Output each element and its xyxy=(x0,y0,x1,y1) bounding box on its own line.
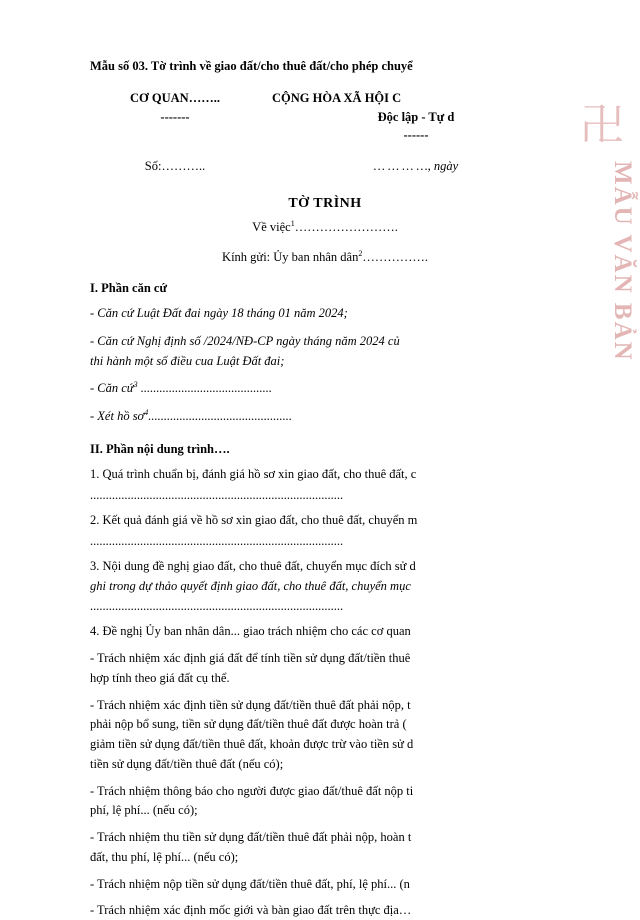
content-item-3-cont: ghi trong dự thảo quyết định giao đất, cho thuê đất, chuyển mục xyxy=(90,578,411,593)
duty-item-1: - Trách nhiệm xác định giá đất để tính tiền sử dụng đất/tiền thuê xyxy=(90,651,411,665)
duty-item-5: - Trách nhiệm nộp tiền sử dụng đất/tiền thuê đất, phí, lệ phí... (n xyxy=(90,876,410,891)
basis-item-1: - Căn cứ Luật Đất đai ngày 18 tháng 01 năm 2024; xyxy=(90,306,348,321)
duty-item-2-cont-3: tiền sử dụng đất/tiền thuê đất (nếu có); xyxy=(90,756,284,771)
recipient-footnote-marker: 2 xyxy=(358,249,363,259)
basis-4-dots: .............................................. xyxy=(148,409,292,424)
basis-4-label: - Xét hồ sơ xyxy=(90,409,145,424)
nation-block xyxy=(260,89,560,145)
form-header: Mẫu số 03. Tờ trình về giao đất/cho thuê đất/cho phép chuyể xyxy=(90,59,413,73)
letterhead xyxy=(90,89,560,145)
watermark-text: MẪU VĂN BẢN xyxy=(609,160,636,362)
motto-divider: ------ xyxy=(403,128,429,143)
content-item-2: 2. Kết quả đánh giá về hồ sơ xin giao đất, cho thuê đất, chuyển m xyxy=(90,513,418,527)
document-body xyxy=(90,58,560,920)
agency-block xyxy=(90,89,260,127)
subject-footnote-marker: 1 xyxy=(290,219,295,229)
recipient-prefix: Kính gửi: Ủy ban nhân dân xyxy=(222,250,359,265)
duty-item-2-cont-1: phải nộp bổ sung, tiền sử dụng đất/tiền thuê đất được hoàn trả ( xyxy=(90,717,407,732)
section-2-title: II. Phần nội dung trình…. xyxy=(90,442,230,457)
agency-name: CƠ QUAN…….. xyxy=(130,90,220,105)
document-title: TỜ TRÌNH xyxy=(288,196,362,212)
duty-item-3-cont: phí, lệ phí... (nếu có); xyxy=(90,803,198,818)
basis-item-4 xyxy=(90,407,560,426)
basis-3-dots: .......................................... xyxy=(137,381,272,396)
recipient-line xyxy=(90,249,560,265)
content-item-3: 3. Nội dung đề nghị giao đất, cho thuê đất, chuyển mục đích sử d xyxy=(90,558,416,573)
basis-3-label: - Căn cứ xyxy=(90,381,134,396)
basis-item-2-cont: thi hành một số điều cua Luật Đất đai; xyxy=(90,354,285,369)
duty-item-2-cont-2: giảm tiền sử dụng đất/tiền thuê đất, khoản được trừ vào tiền sử d xyxy=(90,737,414,751)
document-number: Số:……….. xyxy=(144,159,206,174)
basis-3-footnote-marker: 3 xyxy=(133,380,138,390)
duty-item-4-cont: đất, thu phí, lệ phí... (nếu có); xyxy=(90,849,239,864)
place-date: … … … …, ngày xyxy=(373,159,459,174)
duty-item-6: - Trách nhiệm xác định mốc giới và bàn giao đất trên thực địa… xyxy=(90,903,412,918)
recipient-dots: ……………. xyxy=(362,250,428,265)
basis-item-2: - Căn cứ Nghị định số /2024/NĐ-CP ngày tháng năm 2024 củ xyxy=(90,334,400,349)
content-item-2-dots: ................................................................................. xyxy=(90,533,344,548)
content-item-1-dots: ................................................................................. xyxy=(90,488,344,502)
section-1-title: I. Phần căn cứ xyxy=(90,281,167,296)
content-item-1: 1. Quá trình chuẩn bị, đánh giá hồ sơ xin giao đất, cho thuê đất, c xyxy=(90,467,417,482)
subject-prefix: Về việc xyxy=(252,220,291,235)
content-item-4: 4. Đề nghị Ủy ban nhân dân... giao trách nhiệm cho các cơ quan xyxy=(90,624,411,639)
duty-item-1-cont: hợp tính theo giá đất cụ thể. xyxy=(90,670,230,685)
duty-item-2: - Trách nhiệm xác định tiền sử dụng đất/tiền thuê đất phải nộp, t xyxy=(90,697,411,712)
duty-item-4: - Trách nhiệm thu tiền sử dụng đất/tiền thuê đất phải nộp, hoàn t xyxy=(90,830,412,844)
basis-4-footnote-marker: 4 xyxy=(144,408,149,418)
watermark-logo-icon: 卍 xyxy=(580,101,624,150)
document-subject xyxy=(90,219,560,235)
agency-divider: ------- xyxy=(160,109,190,124)
basis-item-3 xyxy=(90,379,560,398)
duty-item-3: - Trách nhiệm thông báo cho người được giao đất/thuê đất nộp ti xyxy=(90,783,414,798)
subject-dots: ……………………. xyxy=(294,220,398,235)
number-date-row xyxy=(90,159,560,174)
motto-line: Độc lập - Tự d xyxy=(377,109,455,124)
nation-line: CỘNG HÒA XÃ HỘI C xyxy=(272,90,402,105)
content-item-3-dots: ................................................................................. xyxy=(90,599,344,614)
